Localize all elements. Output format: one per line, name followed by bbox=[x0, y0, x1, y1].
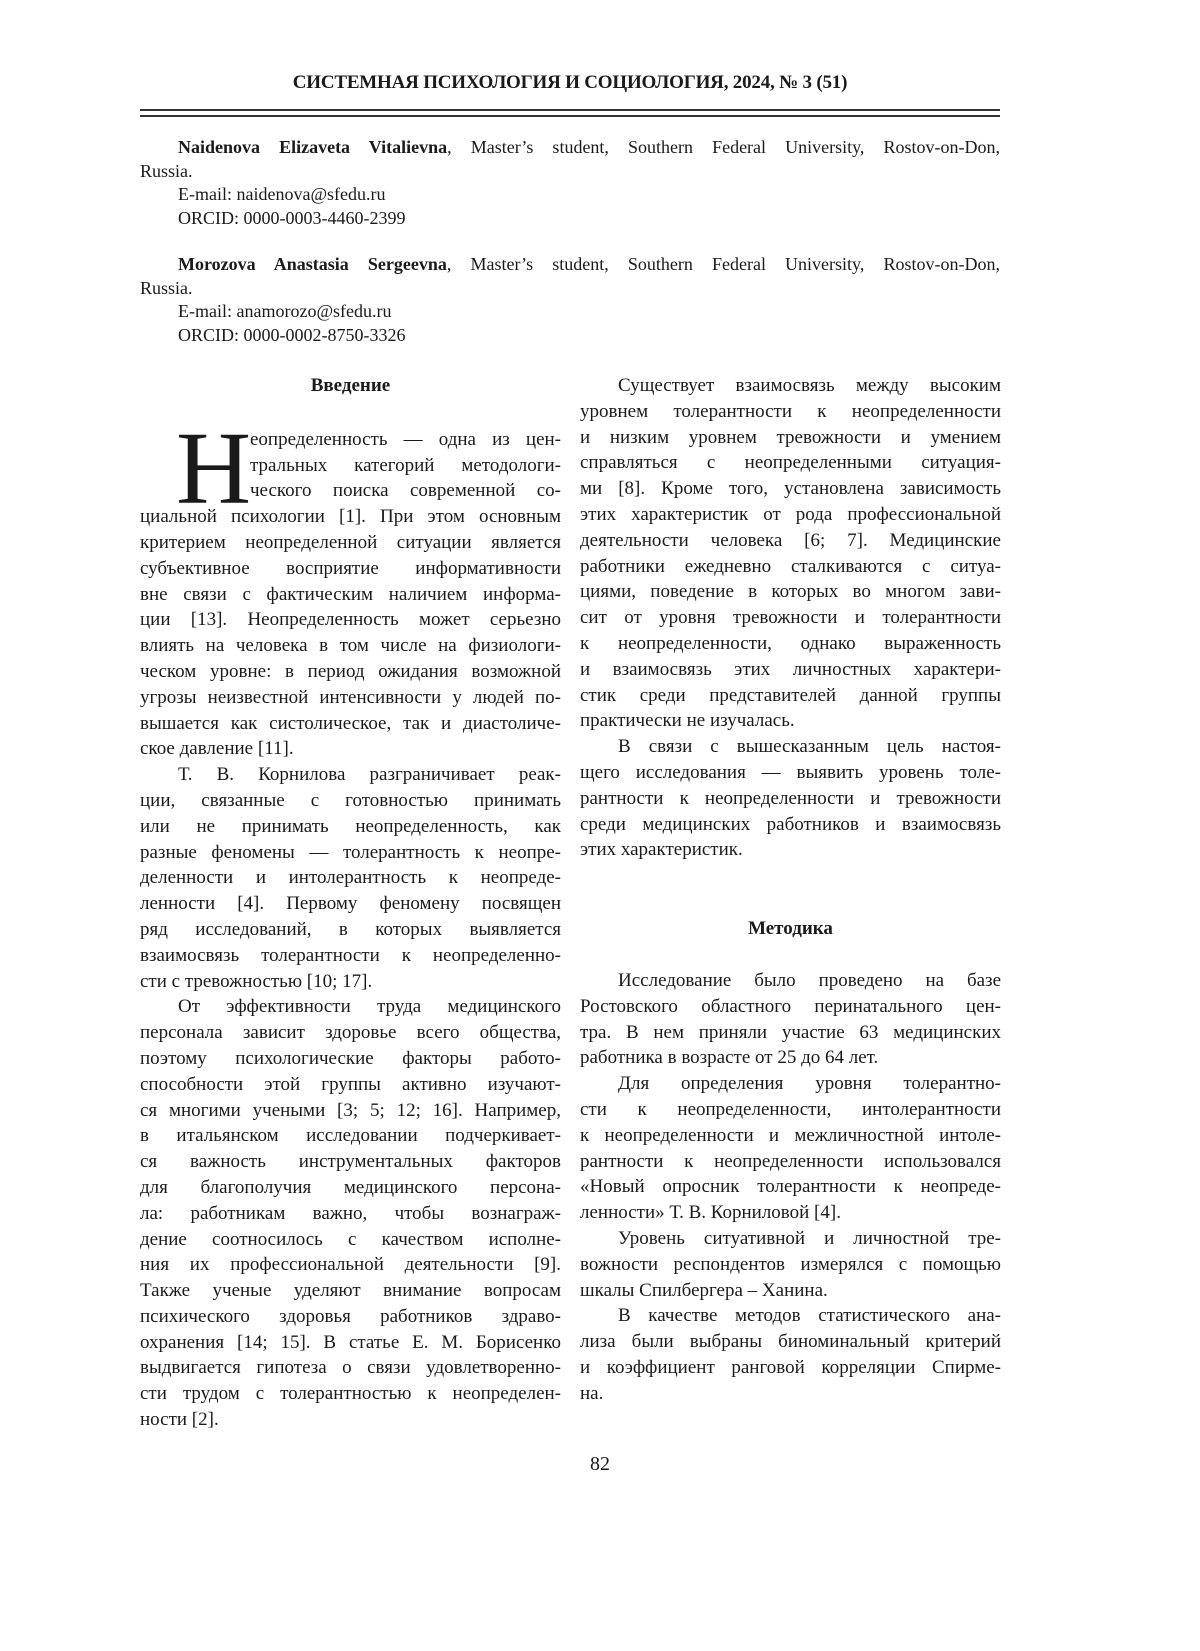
right-column bbox=[580, 373, 1001, 1406]
page-number: 82 bbox=[0, 1453, 1200, 1476]
text-line: на. bbox=[580, 1381, 1001, 1407]
paragraph bbox=[580, 1226, 1001, 1303]
text-line: этих характеристик. bbox=[580, 837, 1001, 863]
author-country: Russia. bbox=[140, 160, 1000, 184]
paragraph bbox=[140, 994, 561, 1433]
text-line: Для определения уровня толерантно- bbox=[580, 1071, 1001, 1097]
text-line: В качестве методов статистического ана- bbox=[580, 1303, 1001, 1329]
text-line: субъективное восприятие информативности bbox=[140, 556, 561, 582]
text-line: ции, связанные с готовностью принимать bbox=[140, 788, 561, 814]
author-affiliation: , Master’s student, Southern Federal University, Rostov-on-Don, bbox=[447, 137, 1000, 157]
text-line: в итальянском исследовании подчеркивает- bbox=[140, 1123, 561, 1149]
section-heading-introduction: Введение bbox=[140, 373, 561, 399]
text-line: сти с тревожностью [10; 17]. bbox=[140, 969, 561, 995]
text-line: сти к неопределенности, интолерантности bbox=[580, 1097, 1001, 1123]
paragraph bbox=[580, 968, 1001, 1071]
text-line: практически не изучалась. bbox=[580, 708, 1001, 734]
text-line: вышается как систолическое, так и диастоличе- bbox=[140, 711, 561, 737]
author-orcid: ORCID: 0000-0003-4460-2399 bbox=[140, 207, 1000, 231]
author-country: Russia. bbox=[140, 277, 1000, 301]
text-line: тральных категорий методологи- bbox=[140, 453, 561, 479]
text-line: ское давление [11]. bbox=[140, 736, 561, 762]
paragraph bbox=[580, 1071, 1001, 1226]
author-email: E-mail: naidenova@sfedu.ru bbox=[140, 183, 1000, 207]
text-line: От эффективности труда медицинского bbox=[140, 994, 561, 1020]
text-line: уровнем толерантности к неопределенности bbox=[580, 399, 1001, 425]
text-line: ми [8]. Кроме того, установлена зависимость bbox=[580, 476, 1001, 502]
paragraph bbox=[140, 762, 561, 994]
text-line: деленности и интолерантность к неопреде- bbox=[140, 865, 561, 891]
text-line: Ростовского областного перинатального цен- bbox=[580, 994, 1001, 1020]
text-line: ческом уровне: в период ожидания возможной bbox=[140, 659, 561, 685]
text-line: еопределенность — одна из цен- bbox=[140, 427, 561, 453]
text-line: В связи с вышесказанным цель настоя- bbox=[580, 734, 1001, 760]
text-line: Уровень ситуативной и личностной тре- bbox=[580, 1226, 1001, 1252]
text-line: и низким уровнем тревожности и умением bbox=[580, 425, 1001, 451]
text-line: способности этой группы активно изучают- bbox=[140, 1072, 561, 1098]
text-line: шкалы Спилбергера – Ханина. bbox=[580, 1278, 1001, 1304]
text-line: влиять на человека в том числе на физиологи- bbox=[140, 633, 561, 659]
text-line: сти трудом с толерантностью к неопределен- bbox=[140, 1381, 561, 1407]
text-line: Исследование было проведено на базе bbox=[580, 968, 1001, 994]
paragraph bbox=[580, 734, 1001, 863]
text-line: вне связи с фактическим наличием информа- bbox=[140, 582, 561, 608]
text-line: деятельности человека [6; 7]. Медицинские bbox=[580, 528, 1001, 554]
text-line: выдвигается гипотеза о связи удовлетворенно- bbox=[140, 1355, 561, 1381]
text-line: и коэффициент ранговой корреляции Спирме- bbox=[580, 1355, 1001, 1381]
author-email: E-mail: anamorozo@sfedu.ru bbox=[140, 300, 1000, 324]
text-line: или не принимать неопределенность, как bbox=[140, 814, 561, 840]
text-line: дение соотносилось с качеством исполне- bbox=[140, 1227, 561, 1253]
paragraph bbox=[580, 1303, 1001, 1406]
text-line: ся многими учеными [3; 5; 12; 16]. Например, bbox=[140, 1098, 561, 1124]
text-line: циальной психологии [1]. При этом основным bbox=[140, 504, 561, 530]
journal-header: СИСТЕМНАЯ ПСИХОЛОГИЯ И СОЦИОЛОГИЯ, 2024, № 3 (51) bbox=[140, 72, 1000, 94]
text-line: охранения [14; 15]. В статье Е. М. Борисенко bbox=[140, 1330, 561, 1356]
author-name: Morozova Anastasia Sergeevna bbox=[178, 254, 447, 274]
text-line: лиза были выбраны биноминальный критерий bbox=[580, 1329, 1001, 1355]
text-line: рантности к неопределенности и тревожности bbox=[580, 786, 1001, 812]
author-name: Naidenova Elizaveta Vitalievna bbox=[178, 137, 447, 157]
author-block bbox=[140, 136, 1000, 230]
text-line: Существует взаимосвязь между высоким bbox=[580, 373, 1001, 399]
text-line: критерием неопределенной ситуации является bbox=[140, 530, 561, 556]
text-line: среди медицинских работников и взаимосвязь bbox=[580, 812, 1001, 838]
text-line: разные феномены — толерантность к неопре- bbox=[140, 840, 561, 866]
author-block bbox=[140, 253, 1000, 347]
text-line: для благополучия медицинского персона- bbox=[140, 1175, 561, 1201]
text-line: психического здоровья работников здраво- bbox=[140, 1304, 561, 1330]
author-orcid: ORCID: 0000-0002-8750-3326 bbox=[140, 324, 1000, 348]
text-line: циями, поведение в которых во многом зави- bbox=[580, 579, 1001, 605]
text-line: персонала зависит здоровье всего общества, bbox=[140, 1020, 561, 1046]
header-rule bbox=[140, 115, 1000, 117]
text-line: работники ежедневно сталкиваются с ситуа- bbox=[580, 554, 1001, 580]
text-line: поэтому психологические факторы работо- bbox=[140, 1046, 561, 1072]
text-line: ла: работникам важно, чтобы вознаграж- bbox=[140, 1201, 561, 1227]
text-line: Т. В. Корнилова разграничивает реак- bbox=[140, 762, 561, 788]
text-line: ленности [4]. Первому феномену посвящен bbox=[140, 891, 561, 917]
text-line: справляться с неопределенными ситуация- bbox=[580, 450, 1001, 476]
text-line: Также ученые уделяют внимание вопросам bbox=[140, 1278, 561, 1304]
text-line: угрозы неизвестной интенсивности у людей по- bbox=[140, 685, 561, 711]
header-rule bbox=[140, 109, 1000, 111]
text-line: ряд исследований, в которых выявляется bbox=[140, 917, 561, 943]
text-line: ленности» Т. В. Корниловой [4]. bbox=[580, 1200, 1001, 1226]
text-line: и взаимосвязь этих личностных характери- bbox=[580, 657, 1001, 683]
left-body bbox=[140, 427, 561, 1433]
text-line: «Новый опросник толерантности к неопреде- bbox=[580, 1174, 1001, 1200]
text-line: тра. В нем приняли участие 63 медицинских bbox=[580, 1020, 1001, 1046]
text-line: стик среди представителей данной группы bbox=[580, 683, 1001, 709]
text-line: к неопределенности, однако выраженность bbox=[580, 631, 1001, 657]
text-line: ности [2]. bbox=[140, 1407, 561, 1433]
text-line: щего исследования — выявить уровень толе- bbox=[580, 760, 1001, 786]
text-line: вожности респондентов измерялся с помощью bbox=[580, 1252, 1001, 1278]
text-line: работника в возрасте от 25 до 64 лет. bbox=[580, 1045, 1001, 1071]
text-line: взаимосвязь толерантности к неопределенно- bbox=[140, 943, 561, 969]
text-line: этих характеристик от рода профессиональной bbox=[580, 502, 1001, 528]
text-line: ческого поиска современной со- bbox=[140, 478, 561, 504]
text-line: к неопределенности и межличностной интоле- bbox=[580, 1123, 1001, 1149]
left-column bbox=[140, 373, 561, 1433]
text-line: сит от уровня тревожности и толерантности bbox=[580, 605, 1001, 631]
text-line: ния их профессиональной деятельности [9]. bbox=[140, 1252, 561, 1278]
text-line: рантности к неопределенности использовался bbox=[580, 1149, 1001, 1175]
drop-cap: Н bbox=[176, 429, 251, 509]
author-affiliation: , Master’s student, Southern Federal University, Rostov-on-Don, bbox=[447, 254, 1000, 274]
text-line: ции [13]. Неопределенность может серьезно bbox=[140, 607, 561, 633]
text-line: ся важность инструментальных факторов bbox=[140, 1149, 561, 1175]
paragraph bbox=[580, 373, 1001, 734]
section-heading-methods: Методика bbox=[580, 916, 1001, 942]
